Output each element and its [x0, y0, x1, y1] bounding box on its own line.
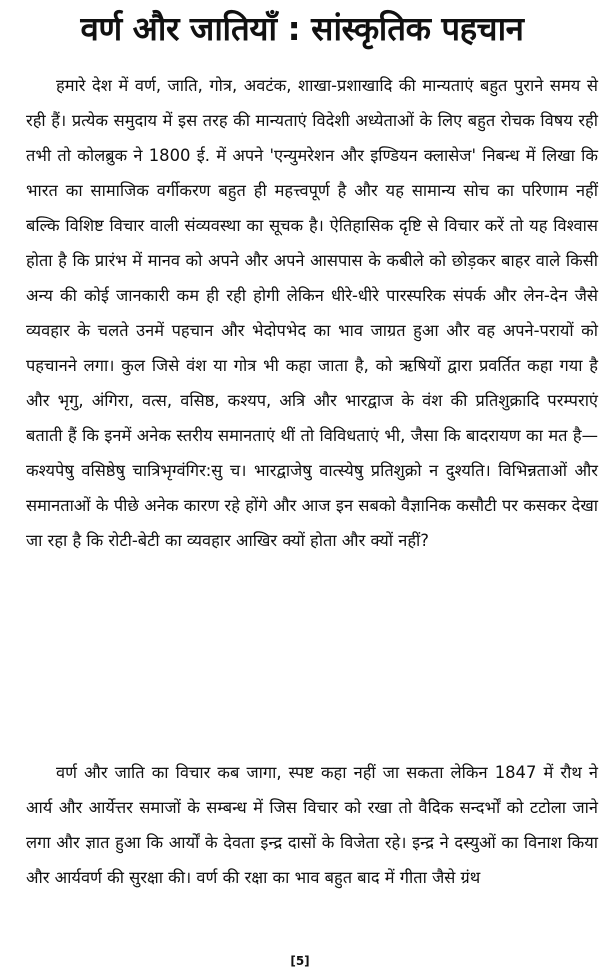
page-number: [5] [290, 954, 310, 968]
body-paragraph: वर्ण और जाति का विचार कब जागा, स्पष्ट कहा नहीं जा सकता लेकिन 1847 में रौथ ने आर्य और आर्येत्तर समाजों के सम्बन्ध में जिस विचार को रखा तो वैदिक सन्दर्भों को टटोला जाने लगा और ज्ञात हुआ कि आर्यों के देवता इन्द्र दासों के विजेता रहे। इन्द्र ने दस्युओं का विनाश किया और आर्यवर्ण की सुरक्षा की। वर्ण की रक्षा का भाव बहुत बाद में गीता जैसे ग्रंथ [26, 763, 598, 887]
chapter-title: वर्ण और जातियाँ : सांस्कृतिक पहचान [80, 9, 524, 48]
body-paragraph: हमारे देश में वर्ण, जाति, गोत्र, अवटंक, शाखा-प्रशाखादि की मान्यताएं बहुत पुराने समय से रही हैं। प्रत्येक समुदाय में इस तरह की मान्यताएं विदेशी अध्येताओं के लिए बहुत रोचक विषय रही तभी तो कोलब्रुक ने 1800 ई. में अपने 'एन्युमरेशन और इण्डियन क्लासेज' निबन्ध में लिखा कि भारत का सामाजिक वर्गीकरण बहुत ही महत्त्वपूर्ण है और यह सामान्य सोच का परिणाम नहीं बल्कि विशिष्ट विचार वाली संव्यवस्था का सूचक है। ऐतिहासिक दृष्टि से विचार करें तो यह विश्वास होता है कि प्रारंभ में मानव को अपने और अपने आसपास के कबीले को छोड़कर बाहर वाले किसी अन्य की कोई जानकारी कम ही रही होगी लेकिन धीरे-धीरे पारस्परिक संपर्क और लेन-देन जैसे व्यवहार के चलते उनमें पहचान और भेदोपभेद का भाव जाग्रत हुआ और वह अपने-परायों को पहचानने लगा। कुल जिसे वंश या गोत्र भी कहा जाता है, को ऋषियों द्वारा प्रवर्तित कहा गया है और भृगु, अंगिरा, वत्स, वसिष्ठ, कश्यप, अत्रि और भारद्वाज के वंश की प्रतिशुक्रादि परम्पराएं बताती हैं कि इनमें अनेक स्तरीय समानताएं थीं तो विविधताएं भी, जैसा कि बादरायण का मत है—कश्यपेषु वसिष्ठेषु चात्रिभृग्वंगिर:सु च। भारद्वाजेषु वात्स्येषु प्रतिशुक्रो न दुश्यति। विभिन्नताओं और समानताओं के पीछे अनेक कारण रहे होंगे और आज इन सबको वैज्ञानिक कसौटी पर कसकर देखा जा रहा है कि रोटी-बेटी का व्यवहार आखिर क्यों होता और क्यों नहीं? [26, 76, 598, 550]
